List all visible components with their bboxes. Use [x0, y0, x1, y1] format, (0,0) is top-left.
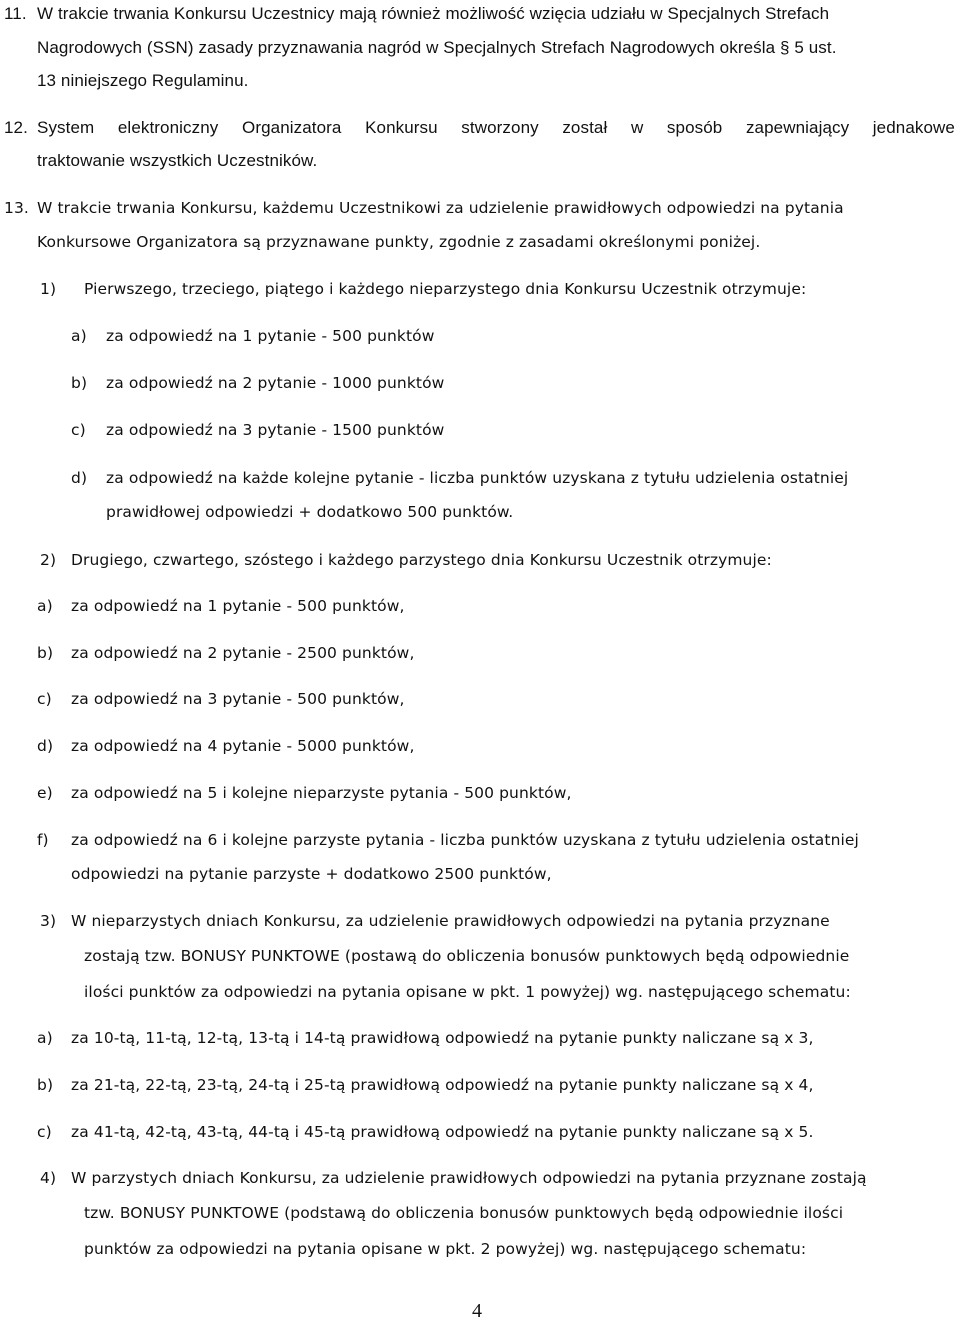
section-1-item-a-letter: a)	[71, 327, 87, 345]
section-1-item-d-line-1: za odpowiedź na każde kolejne pytanie - liczba punktów uzyskana z tytułu udzielenia ostatniej	[106, 469, 849, 487]
section-3-item-b-text: za 21-tą, 22-tą, 23-tą, 24-tą i 25-tą prawidłową odpowiedź na pytanie punkty naliczane są x 4,	[71, 1076, 814, 1094]
section-3-item-c-text: za 41-tą, 42-tą, 43-tą, 44-tą i 45-tą prawidłową odpowiedź na pytanie punkty naliczane są x 5.	[71, 1123, 814, 1141]
section-1-text: Pierwszego, trzeciego, piątego i każdego nieparzystego dnia Konkursu Uczestnik otrzymuje:	[84, 280, 807, 298]
paragraph-13-line-1: W trakcie trwania Konkursu, każdemu Uczestnikowi za udzielenie prawidłowych odpowiedzi na pytania	[37, 199, 844, 217]
section-2-item-e-letter: e)	[37, 784, 53, 802]
section-2-item-c-letter: c)	[37, 690, 52, 708]
section-4-line-2: tzw. BONUSY PUNKTOWE (podstawą do obliczenia bonusów punktowych będą odpowiednie ilości	[84, 1204, 844, 1222]
section-4-line-3: punktów za odpowiedzi na pytania opisane w pkt. 2 powyżej) wg. następującego schematu:	[84, 1240, 807, 1258]
section-3-line-1: W nieparzystych dniach Konkursu, za udzielenie prawidłowych odpowiedzi na pytania przyznane	[71, 912, 830, 930]
section-2-item-c-text: za odpowiedź na 3 pytanie - 500 punktów,	[71, 690, 405, 708]
section-2-item-b-text: za odpowiedź na 2 pytanie - 2500 punktów,	[71, 644, 415, 662]
section-1-item-b-text: za odpowiedź na 2 pytanie - 1000 punktów	[106, 374, 445, 392]
section-2-number: 2)	[40, 551, 57, 569]
page-number: 4	[472, 1300, 482, 1322]
section-3-line-2: zostają tzw. BONUSY PUNKTOWE (postawą do obliczenia bonusów punktowych będą odpowiednie	[84, 947, 850, 965]
section-2-item-f-line-2: odpowiedzi na pytanie parzyste + dodatkowo 2500 punktów,	[71, 865, 552, 883]
section-1-item-d-letter: d)	[71, 469, 88, 487]
paragraph-12-number: 12.	[4, 118, 28, 137]
section-3-item-a-letter: a)	[37, 1029, 53, 1047]
paragraph-11-number: 11.	[4, 4, 27, 23]
section-4-number: 4)	[40, 1169, 57, 1187]
section-3-item-a-text: za 10-tą, 11-tą, 12-tą, 13-tą i 14-tą prawidłową odpowiedź na pytanie punkty naliczane są x 3,	[71, 1029, 814, 1047]
section-1-item-a-text: za odpowiedź na 1 pytanie - 500 punktów	[106, 327, 435, 345]
paragraph-13-line-2: Konkursowe Organizatora są przyznawane punkty, zgodnie z zasadami określonymi poniżej.	[37, 233, 761, 251]
section-1-number: 1)	[40, 280, 57, 298]
paragraph-11-line-1: W trakcie trwania Konkursu Uczestnicy mają również możliwość wzięcia udziału w Specjalnych Strefach	[37, 4, 830, 23]
section-2-item-b-letter: b)	[37, 644, 54, 662]
paragraph-12-line-2: traktowanie wszystkich Uczestników.	[37, 151, 318, 170]
paragraph-11-line-3: 13 niniejszego Regulaminu.	[37, 71, 249, 90]
section-2-item-f-letter: f)	[37, 831, 49, 849]
section-4-line-1: W parzystych dniach Konkursu, za udzielenie prawidłowych odpowiedzi na pytania przyznane zostają	[71, 1169, 867, 1187]
section-3-line-3: ilości punktów za odpowiedzi na pytania opisane w pkt. 1 powyżej) wg. następującego schematu:	[84, 983, 851, 1001]
section-1-item-c-letter: c)	[71, 421, 86, 439]
section-1-item-b-letter: b)	[71, 374, 88, 392]
section-1-item-d-line-2: prawidłowej odpowiedzi + dodatkowo 500 punktów.	[106, 503, 514, 521]
section-2-item-e-text: za odpowiedź na 5 i kolejne nieparzyste pytania - 500 punktów,	[71, 784, 572, 802]
section-2-item-a-text: za odpowiedź na 1 pytanie - 500 punktów,	[71, 597, 405, 615]
section-3-number: 3)	[40, 912, 57, 930]
paragraph-11-line-2: Nagrodowych (SSN) zasady przyznawania nagród w Specjalnych Strefach Nagrodowych określa § 5 ust.	[37, 38, 837, 57]
section-2-item-f-line-1: za odpowiedź na 6 i kolejne parzyste pytania - liczba punktów uzyskana z tytułu udzielenia ostatniej	[71, 831, 859, 849]
paragraph-12-line-1: System elektroniczny Organizatora Konkursu stworzony został w sposób zapewniający jednakowe	[37, 118, 955, 137]
section-1-item-c-text: za odpowiedź na 3 pytanie - 1500 punktów	[106, 421, 445, 439]
section-2-item-a-letter: a)	[37, 597, 53, 615]
section-2-item-d-text: za odpowiedź na 4 pytanie - 5000 punktów,	[71, 737, 415, 755]
section-3-item-c-letter: c)	[37, 1123, 52, 1141]
section-3-item-b-letter: b)	[37, 1076, 54, 1094]
section-2-text: Drugiego, czwartego, szóstego i każdego parzystego dnia Konkursu Uczestnik otrzymuje:	[71, 551, 772, 569]
section-2-item-d-letter: d)	[37, 737, 54, 755]
paragraph-13-number: 13.	[4, 199, 29, 217]
